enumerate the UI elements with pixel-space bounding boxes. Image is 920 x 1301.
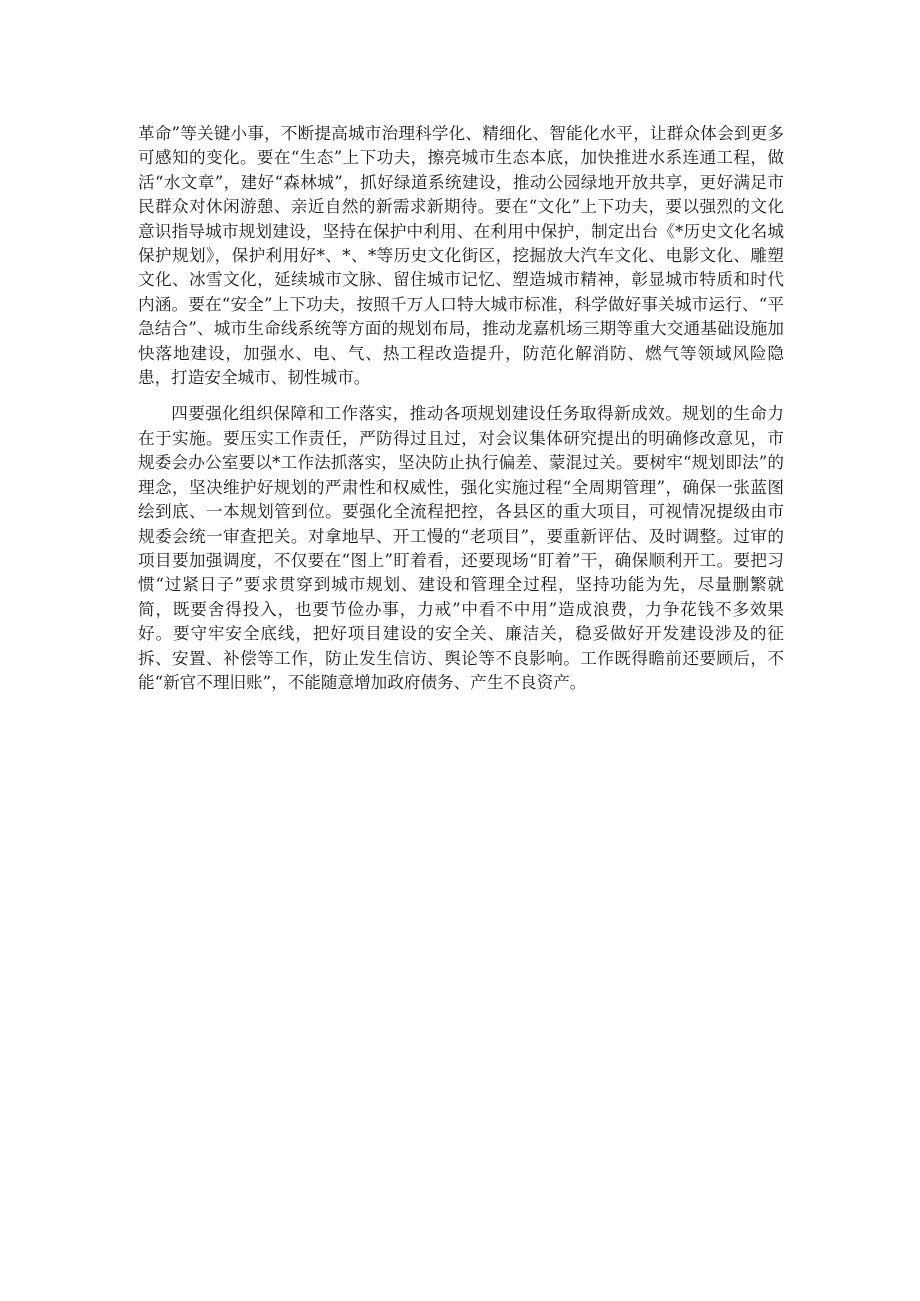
document-body <box>138 122 784 695</box>
paragraph-four: 四要强化组织保障和工作落实，推动各项规划建设任务取得新成效。规划的生命力在于实施。要压实工作责任，严防得过且过，对会议集体研究提出的明确修改意见，市规委会办公室要以*工作法抓落实，坚决防止执行偏差、蒙混过关。要树牢“规划即法”的理念，坚决维护好规划的严肃性和权威性，强化实施过程“全周期管理”，确保一张蓝图绘到底、一本规划管到位。要强化全流程把控，各县区的重大项目，可视情况提级由市规委会统一审查把关。对拿地早、开工慢的“老项目”，要重新评估、及时调整。过审的项目要加强调度，不仅要在“图上”盯着看，还要现场“盯着”干，确保顺利开工。要把习惯“过紧日子”要求贯穿到城市规划、建设和管理全过程，坚持功能为先，尽量删繁就简，既要舍得投入，也要节俭办事，力戒”中看不中用”造成浪费，力争花钱不多效果好。要守牢安全底线，把好项目建设的安全关、廉洁关，稳妥做好开发建设涉及的征拆、安置、补偿等工作，防止发生信访、舆论等不良影响。工作既得瞻前还要顾后，不能“新官不理旧账”，不能随意增加政府债务、产生不良资产。 <box>138 404 784 692</box>
paragraph-continued: 革命”等关键小事，不断提高城市治理科学化、精细化、智能化水平，让群众体会到更多可感知的变化。要在“生态”上下功夫，擦亮城市生态本底，加快推进水系连通工程，做活“水文章”，建好“森林城”，抓好绿道系统建设，推动公园绿地开放共享，更好满足市民群众对休闲游憩、亲近自然的新需求新期待。要在“文化”上下功夫，要以强烈的文化意识指导城市规划建设，坚持在保护中利用、在利用中保护，制定出台《*历史文化名城保护规划》，保护利用好*、*、*等历史文化街区，挖掘放大汽车文化、电影文化、雕塑文化、冰雪文化，延续城市文脉、留住城市记忆、塑造城市精神，彰显城市特质和时代内涵。要在“安全”上下功夫，按照千万人口特大城市标准，科学做好事关城市运行、“平急结合”、城市生命线系统等方面的规划布局，推动龙嘉机场三期等重大交通基础设施加快落地建设，加强水、电、气、热工程改造提升，防范化解消防、燃气等领域风险隐患，打造安全城市、韧性城市。 <box>138 124 784 388</box>
